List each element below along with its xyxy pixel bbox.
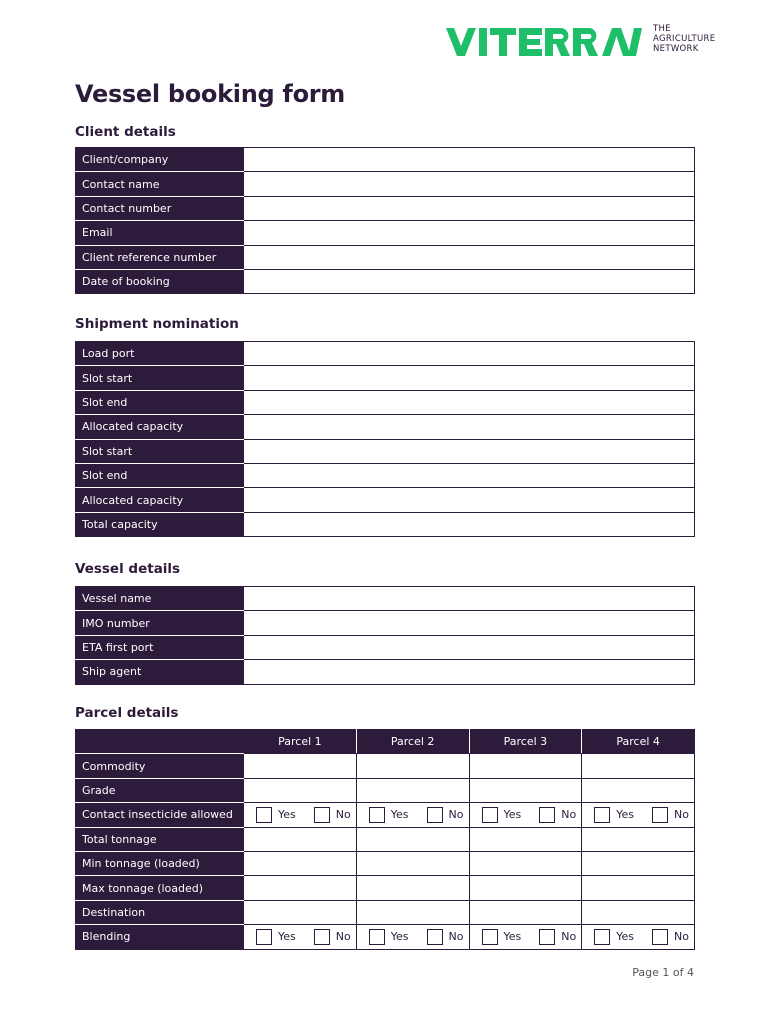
field-label: Destination bbox=[76, 900, 244, 924]
field-label: Client reference number bbox=[76, 245, 244, 269]
yes-label: Yes bbox=[390, 930, 409, 944]
min-tonnage-field[interactable] bbox=[356, 851, 469, 875]
no-label: No bbox=[448, 930, 464, 944]
field-label: IMO number bbox=[76, 611, 244, 635]
field-label: Contact insecticide allowed bbox=[76, 803, 244, 827]
yes-checkbox[interactable] bbox=[594, 929, 610, 945]
commodity-field[interactable] bbox=[582, 754, 695, 778]
field-label: Ship agent bbox=[76, 660, 244, 684]
no-checkbox[interactable] bbox=[314, 929, 330, 945]
max-tonnage-field[interactable] bbox=[469, 876, 582, 900]
yes-checkbox[interactable] bbox=[369, 929, 385, 945]
viterra-logo bbox=[446, 24, 716, 58]
field-label: Slot end bbox=[76, 390, 244, 414]
yes-label: Yes bbox=[390, 808, 409, 822]
load-port-field[interactable] bbox=[244, 342, 695, 366]
insecticide-choice bbox=[582, 803, 695, 827]
blending-choice bbox=[356, 925, 469, 949]
yes-checkbox[interactable] bbox=[594, 807, 610, 823]
yes-checkbox[interactable] bbox=[482, 807, 498, 823]
total-tonnage-field[interactable] bbox=[356, 827, 469, 851]
slot-start-field[interactable] bbox=[244, 366, 695, 390]
blending-choice bbox=[582, 925, 695, 949]
slot-end-field[interactable] bbox=[244, 390, 695, 414]
no-checkbox[interactable] bbox=[314, 807, 330, 823]
slot-end-field[interactable] bbox=[244, 463, 695, 487]
yes-checkbox[interactable] bbox=[256, 929, 272, 945]
tagline-line: AGRICULTURE bbox=[653, 34, 716, 44]
field-label: Grade bbox=[76, 778, 244, 802]
field-label: Contact name bbox=[76, 172, 244, 196]
min-tonnage-field[interactable] bbox=[582, 851, 695, 875]
insecticide-choice bbox=[356, 803, 469, 827]
field-label: Contact number bbox=[76, 196, 244, 220]
field-label: Vessel name bbox=[76, 587, 244, 611]
no-checkbox[interactable] bbox=[652, 929, 668, 945]
no-label: No bbox=[561, 930, 577, 944]
field-label: Min tonnage (loaded) bbox=[76, 851, 244, 875]
no-label: No bbox=[674, 808, 689, 822]
parcel-column-header: Parcel 3 bbox=[469, 730, 582, 754]
page-title: Vessel booking form bbox=[75, 80, 346, 108]
viterra-wordmark bbox=[446, 28, 644, 56]
tagline-line: NETWORK bbox=[653, 44, 699, 54]
imo-number-field[interactable] bbox=[244, 611, 695, 635]
destination-field[interactable] bbox=[469, 900, 582, 924]
yes-label: Yes bbox=[278, 808, 296, 822]
field-label: Total tonnage bbox=[76, 827, 244, 851]
commodity-field[interactable] bbox=[356, 754, 469, 778]
yes-label: Yes bbox=[503, 808, 522, 822]
no-checkbox[interactable] bbox=[539, 929, 555, 945]
shipment-nomination-table bbox=[75, 341, 695, 537]
min-tonnage-field[interactable] bbox=[244, 851, 357, 875]
no-checkbox[interactable] bbox=[427, 807, 443, 823]
vessel-name-field[interactable] bbox=[244, 587, 695, 611]
client-details-table bbox=[75, 147, 695, 294]
no-checkbox[interactable] bbox=[539, 807, 555, 823]
total-tonnage-field[interactable] bbox=[582, 827, 695, 851]
no-checkbox[interactable] bbox=[427, 929, 443, 945]
max-tonnage-field[interactable] bbox=[582, 876, 695, 900]
yes-label: Yes bbox=[278, 930, 296, 944]
contact-name-field[interactable] bbox=[244, 172, 695, 196]
field-label: ETA first port bbox=[76, 635, 244, 659]
field-label: Slot end bbox=[76, 463, 244, 487]
no-label: No bbox=[448, 808, 464, 822]
no-checkbox[interactable] bbox=[652, 807, 668, 823]
blending-choice bbox=[469, 925, 582, 949]
parcel-column-header: Parcel 4 bbox=[582, 730, 695, 754]
total-tonnage-field[interactable] bbox=[244, 827, 357, 851]
destination-field[interactable] bbox=[356, 900, 469, 924]
allocated-capacity-field[interactable] bbox=[244, 488, 695, 512]
max-tonnage-field[interactable] bbox=[356, 876, 469, 900]
parcel-column-header: Parcel 2 bbox=[356, 730, 469, 754]
grade-field[interactable] bbox=[356, 778, 469, 802]
field-label: Slot start bbox=[76, 439, 244, 463]
field-label: Client/company bbox=[76, 148, 244, 172]
contact-number-field[interactable] bbox=[244, 196, 695, 220]
parcel-details-table bbox=[75, 729, 695, 950]
email-field[interactable] bbox=[244, 221, 695, 245]
field-label: Load port bbox=[76, 342, 244, 366]
field-label: Date of booking bbox=[76, 269, 244, 293]
yes-checkbox[interactable] bbox=[482, 929, 498, 945]
total-tonnage-field[interactable] bbox=[469, 827, 582, 851]
commodity-field[interactable] bbox=[469, 754, 582, 778]
destination-field[interactable] bbox=[244, 900, 357, 924]
client-company-field[interactable] bbox=[244, 148, 695, 172]
min-tonnage-field[interactable] bbox=[469, 851, 582, 875]
yes-label: Yes bbox=[616, 808, 635, 822]
eta-first-port-field[interactable] bbox=[244, 635, 695, 659]
total-capacity-field[interactable] bbox=[244, 512, 695, 536]
allocated-capacity-field[interactable] bbox=[244, 415, 695, 439]
field-label: Slot start bbox=[76, 366, 244, 390]
brand-tagline bbox=[653, 24, 715, 54]
field-label: Total capacity bbox=[76, 512, 244, 536]
parcel-header-corner bbox=[76, 730, 244, 754]
yes-label: Yes bbox=[616, 930, 635, 944]
yes-checkbox[interactable] bbox=[256, 807, 272, 823]
grade-field[interactable] bbox=[244, 778, 357, 802]
field-label: Email bbox=[76, 221, 244, 245]
shipment-nomination-heading: Shipment nomination bbox=[75, 316, 239, 332]
tagline-line: THE bbox=[653, 24, 671, 34]
client-reference-field[interactable] bbox=[244, 245, 695, 269]
no-label: No bbox=[335, 930, 351, 944]
grade-field[interactable] bbox=[582, 778, 695, 802]
vessel-details-heading: Vessel details bbox=[75, 561, 181, 577]
commodity-field[interactable] bbox=[244, 754, 357, 778]
yes-checkbox[interactable] bbox=[369, 807, 385, 823]
parcel-column-header: Parcel 1 bbox=[244, 730, 357, 754]
field-label: Allocated capacity bbox=[76, 415, 244, 439]
max-tonnage-field[interactable] bbox=[244, 876, 357, 900]
no-label: No bbox=[335, 808, 351, 822]
field-label: Max tonnage (loaded) bbox=[76, 876, 244, 900]
vessel-details-table bbox=[75, 586, 695, 685]
slot-start-field[interactable] bbox=[244, 439, 695, 463]
client-details-heading: Client details bbox=[75, 124, 176, 140]
field-label: Allocated capacity bbox=[76, 488, 244, 512]
ship-agent-field[interactable] bbox=[244, 660, 695, 684]
no-label: No bbox=[561, 808, 577, 822]
no-label: No bbox=[674, 930, 689, 944]
page-number: Page 1 of 4 bbox=[632, 966, 694, 979]
insecticide-choice bbox=[469, 803, 582, 827]
yes-label: Yes bbox=[503, 930, 522, 944]
parcel-details-heading: Parcel details bbox=[75, 705, 179, 721]
insecticide-choice bbox=[244, 803, 357, 827]
blending-choice bbox=[244, 925, 357, 949]
field-label: Blending bbox=[76, 925, 244, 949]
field-label: Commodity bbox=[76, 754, 244, 778]
destination-field[interactable] bbox=[582, 900, 695, 924]
date-of-booking-field[interactable] bbox=[244, 269, 695, 293]
grade-field[interactable] bbox=[469, 778, 582, 802]
